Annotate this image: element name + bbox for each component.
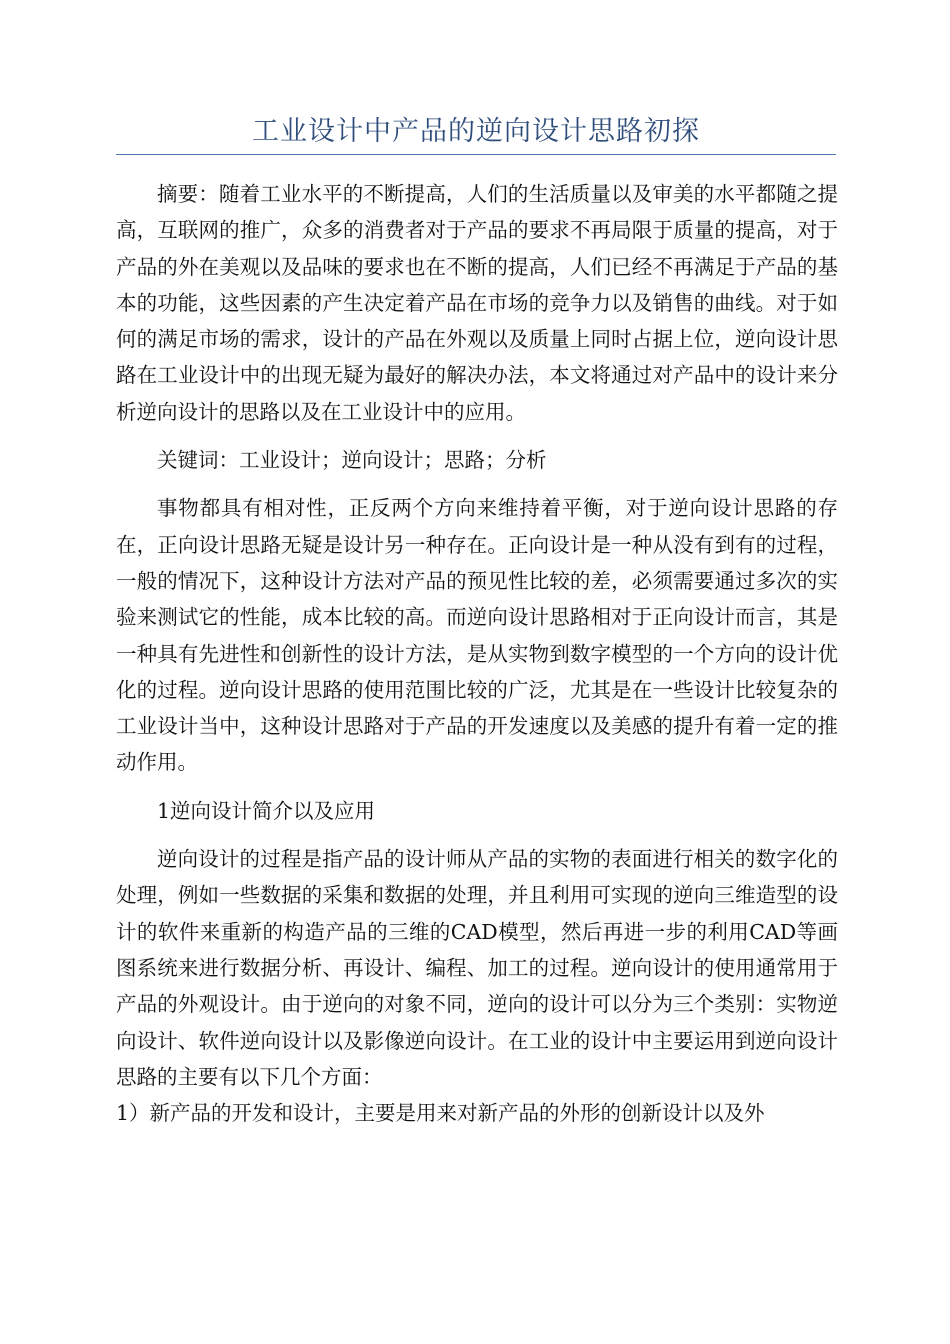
intro-paragraph: 事物都具有相对性，正反两个方向来维持着平衡，对于逆向设计思路的存在，正向设计思路无疑是设计另一种存在。正向设计是一种从没有到有的过程，一般的情况下，这种设计方法对产品的预见性比较的差，必须需要通过多次的实验来测试它的性能，成本比较的高。而逆向设计思路相对于正向设计而言，其是一种具有先进性和创新性的设计方法，是从实物到数字模型的一个方向的设计优化的过程。逆向设计思路的使用范围比较的广泛，尤其是在一些设计比较复杂的工业设计当中，这种设计思路对于产品的开发速度以及美感的提升有着一定的推动作用。 (116, 496, 838, 775)
section-heading-1: 1逆向设计简介以及应用 (157, 798, 376, 823)
title-block (116, 112, 836, 156)
document-body (116, 176, 838, 1131)
abstract-paragraph: 摘要：随着工业水平的不断提高，人们的生活质量以及审美的水平都随之提高，互联网的推广，众多的消费者对于产品的要求不再局限于质量的提高，对于产品的外在美观以及品味的要求也在不断的提高，人们已经不再满足于产品的基本的功能，这些因素的产生决定着产品在市场的竞争力以及销售的曲线。对于如何的满足市场的需求，设计的产品在外观以及质量上同时占据上位，逆向设计思路在工业设计中的出现无疑为最好的解决办法，本文将通过对产品中的设计来分析逆向设计的思路以及在工业设计中的应用。 (116, 182, 838, 424)
keywords-paragraph: 关键词：工业设计；逆向设计；思路；分析 (157, 448, 547, 473)
list-item-1: 1）新产品的开发和设计，主要是用来对新产品的外形的创新设计以及外 (116, 1101, 765, 1126)
title-underline (116, 154, 836, 155)
document-title: 工业设计中产品的逆向设计思路初探 (252, 116, 700, 147)
section-1-paragraph: 逆向设计的过程是指产品的设计师从产品的实物的表面进行相关的数字化的处理，例如一些数据的采集和数据的处理，并且利用可实现的逆向三维造型的设计的软件来重新的构造产品的三维的CAD模型，然后再进一步的利用CAD等画图系统来进行数据分析、再设计、编程、加工的过程。逆向设计的使用通常用于产品的外观设计。由于逆向的对象不同，逆向的设计可以分为三个类别：实物逆向设计、软件逆向设计以及影像逆向设计。在工业的设计中主要运用到逆向设计思路的主要有以下几个方面： (116, 847, 838, 1089)
